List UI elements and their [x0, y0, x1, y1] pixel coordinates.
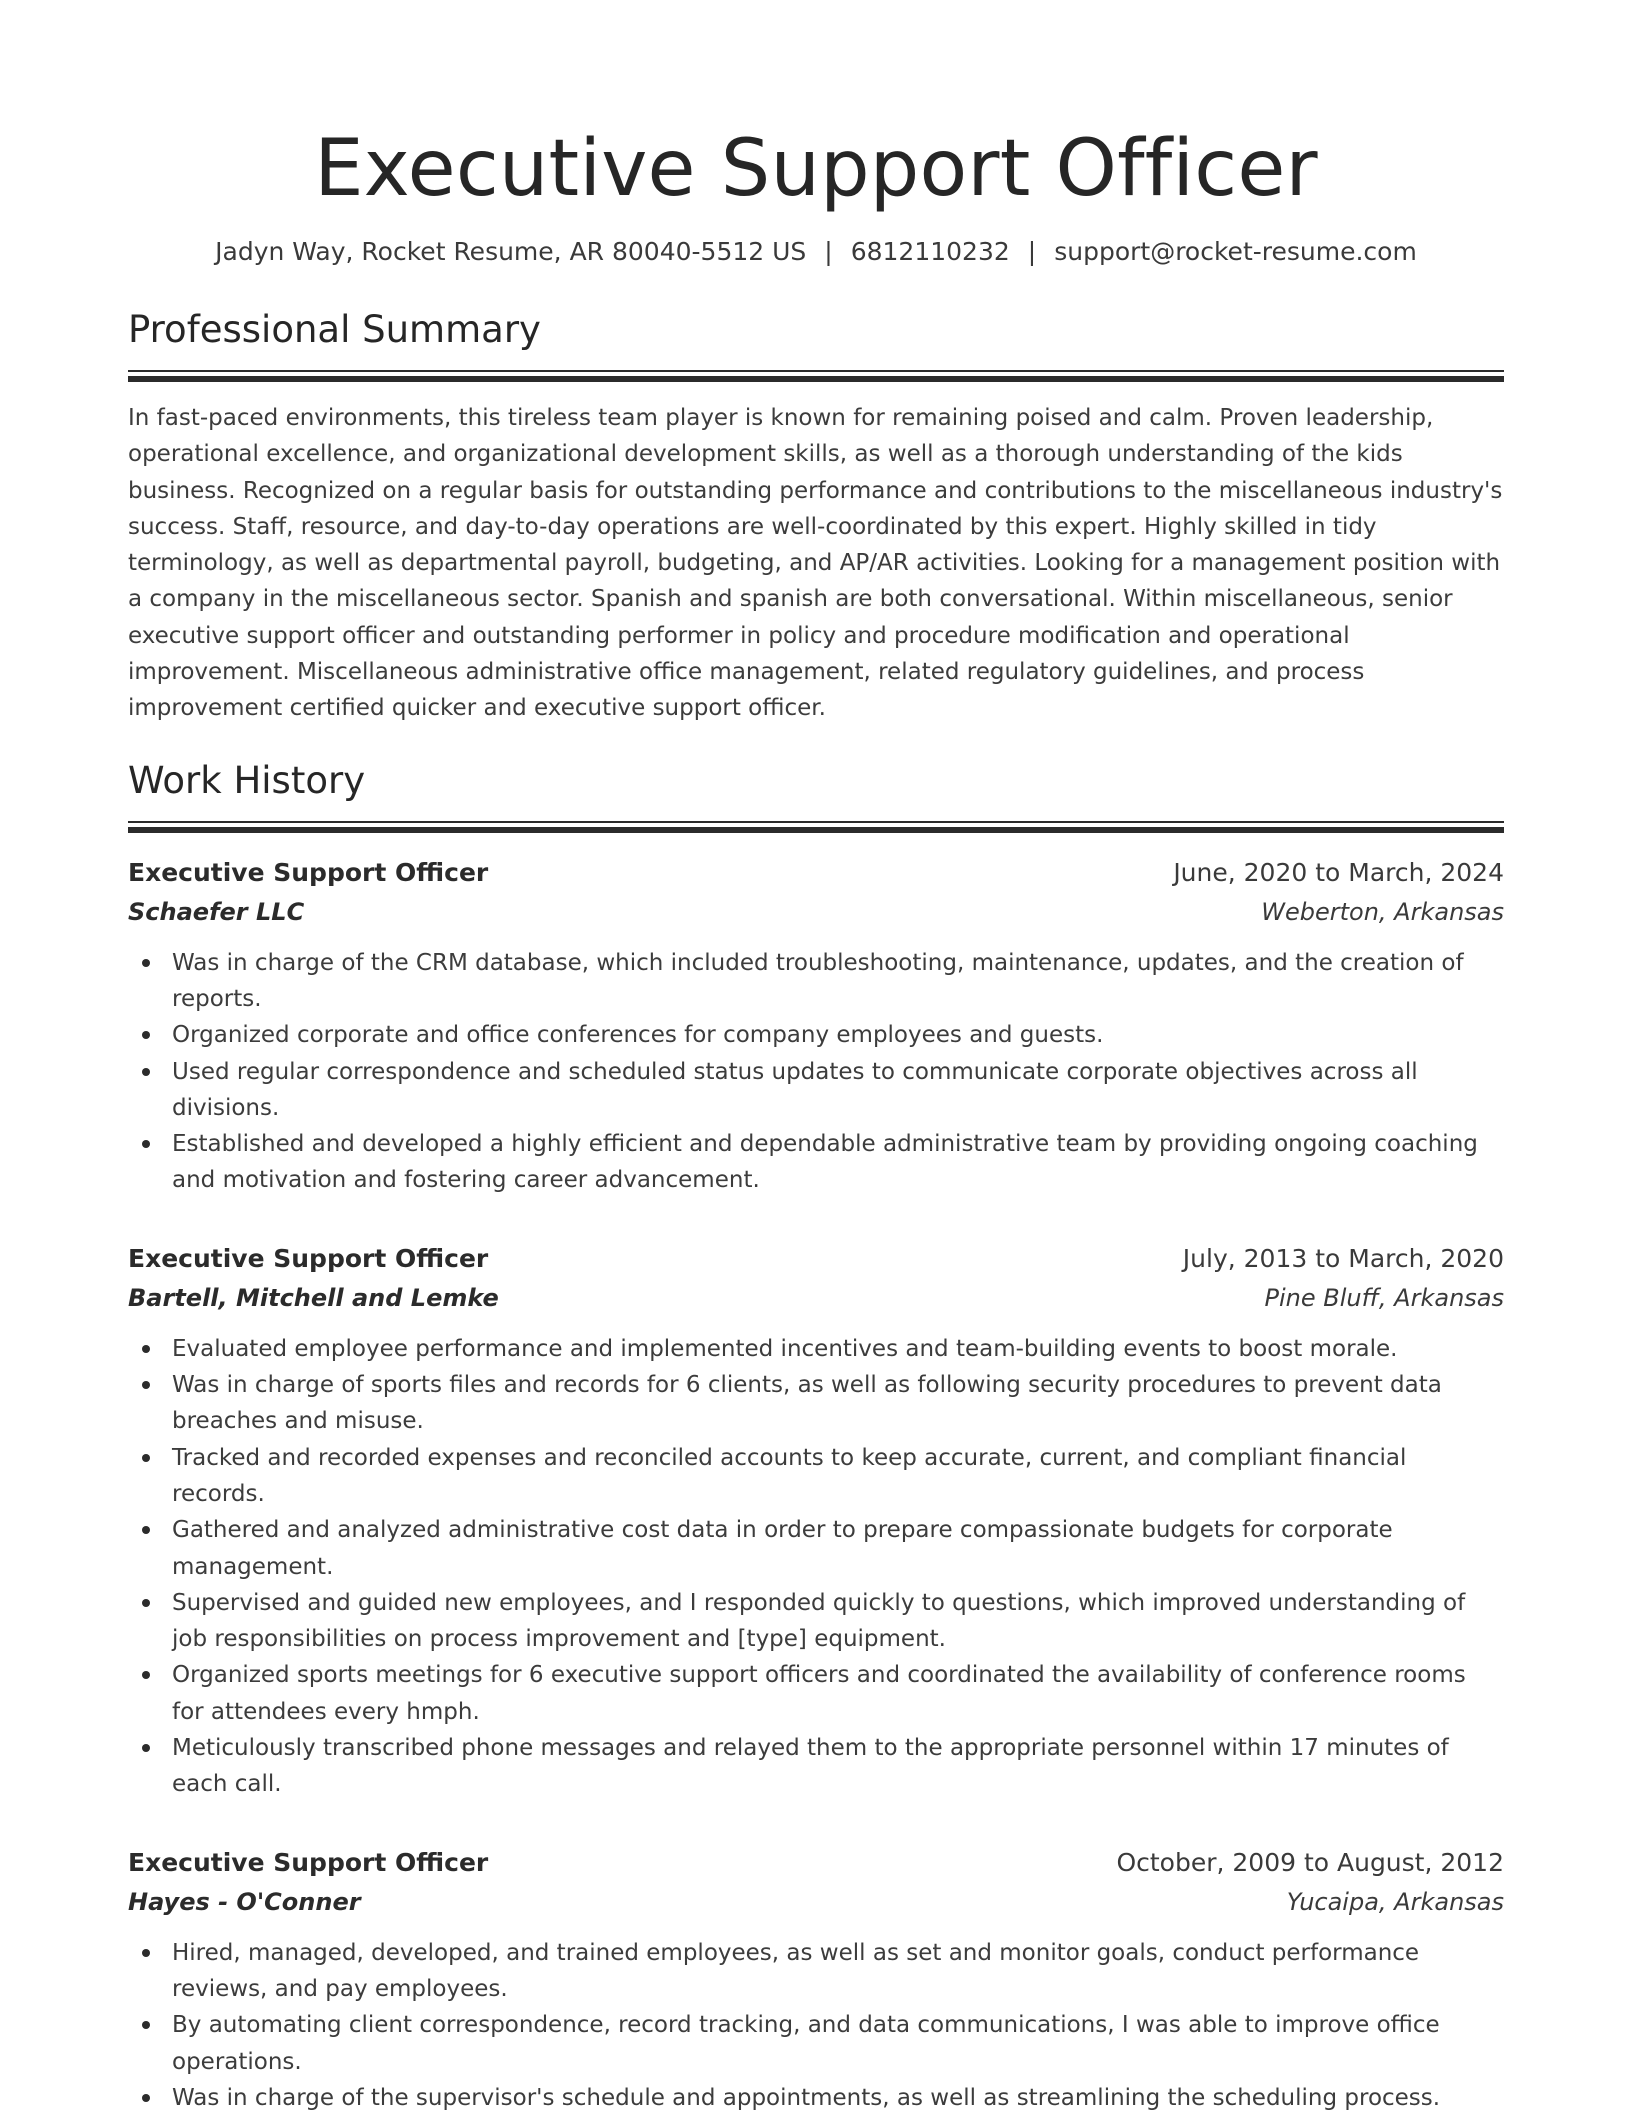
contact-separator: |: [824, 237, 833, 266]
job-company: Hayes - O'Conner: [128, 1887, 361, 1916]
job-company-row: [128, 1883, 1504, 1921]
job-title: Executive Support Officer: [128, 857, 489, 887]
job-bullet: Was in charge of the supervisor's schedule and appointments, as well as streamlining the scheduling process.: [172, 2080, 1504, 2112]
job-bullet: Gathered and analyzed administrative cost data in order to prepare compassionate budgets for corporate management.: [172, 1512, 1504, 1585]
job-title: Executive Support Officer: [128, 1847, 489, 1877]
job-bullet: Organized sports meetings for 6 executive support officers and coordinated the availability of conference rooms for attendees every hmph.: [172, 1657, 1504, 1730]
job-bullet: By automating client correspondence, record tracking, and data communications, I was able to improve office operations.: [172, 2007, 1504, 2080]
job-bullet: Hired, managed, developed, and trained employees, as well as set and monitor goals, conduct performance reviews, and pay employees.: [172, 1935, 1504, 2008]
job-location: Pine Bluff, Arkansas: [1264, 1283, 1504, 1312]
job-bullet-list: [128, 1331, 1504, 1803]
job-bullet: Evaluated employee performance and implemented incentives and team-building events to boost morale.: [172, 1331, 1504, 1367]
job-dates: October, 2009 to August, 2012: [1116, 1847, 1504, 1877]
job-bullet: Tracked and recorded expenses and reconciled accounts to keep accurate, current, and compliant financial records.: [172, 1440, 1504, 1513]
job-bullet: Used regular correspondence and scheduled status updates to communicate corporate objectives across all divisions.: [172, 1054, 1504, 1127]
job-bullet: Was in charge of sports files and records for 6 clients, as well as following security procedures to prevent data breaches and misuse.: [172, 1367, 1504, 1440]
job-bullet: Established and developed a highly efficient and dependable administrative team by providing ongoing coaching and motivation and fostering career advancement.: [172, 1126, 1504, 1199]
job-location: Weberton, Arkansas: [1261, 897, 1504, 926]
job-company: Bartell, Mitchell and Lemke: [128, 1283, 499, 1312]
job-title: Executive Support Officer: [128, 1243, 489, 1273]
summary-paragraph: In fast-paced environments, this tireless team player is known for remaining poised and calm. Proven leadership, operational excellence, and organizational development skills, as well as a thorough understanding of the kids business. Recognized on a regular basis for outstanding performance and contributions to the miscellaneous industry's success. Staff, resource, and day-to-day operations are well-coordinated by this expert. Highly skilled in tidy terminology, as well as departmental payroll, budgeting, and AP/AR activities. Looking for a management position with a company in the miscellaneous sector. Spanish and spanish are both conversational. Within miscellaneous, senior executive support officer and outstanding performer in policy and procedure modification and operational improvement. Miscellaneous administrative office management, related regulatory guidelines, and process improvement certified quicker and executive support officer.: [128, 405, 1503, 722]
section-heading-work-history: Work History: [128, 758, 366, 802]
section-divider: [128, 370, 1504, 382]
job-location: Yucaipa, Arkansas: [1286, 1887, 1504, 1916]
contact-phone: 6812110232: [850, 237, 1010, 266]
job-header-row: [128, 1843, 1504, 1883]
section-divider: [128, 821, 1504, 833]
job-company: Schaefer LLC: [128, 897, 305, 926]
job-header-row: [128, 853, 1504, 893]
job-bullet-list: [128, 945, 1504, 1199]
job-bullet: Supervised and guided new employees, and I responded quickly to questions, which improved understanding of job responsibilities on process improvement and [type] equipment.: [172, 1585, 1504, 1658]
job-company-row: [128, 1279, 1504, 1317]
contact-separator: |: [1027, 237, 1037, 266]
job-bullet: Organized corporate and office conferences for company employees and guests.: [172, 1017, 1504, 1053]
contact-address: Jadyn Way, Rocket Resume, AR 80040-5512 US: [215, 237, 807, 266]
section-heading-summary: Professional Summary: [128, 308, 541, 351]
job-bullet-list: [128, 1935, 1504, 2112]
job-company-row: [128, 893, 1504, 931]
job-entry: [128, 853, 1504, 1199]
contact-line: [128, 234, 1504, 270]
resume-title: Executive Support Officer: [314, 124, 1318, 214]
contact-email: support@rocket-resume.com: [1054, 237, 1417, 266]
job-bullet: Meticulously transcribed phone messages and relayed them to the appropriate personnel within 17 minutes of each call.: [172, 1730, 1504, 1803]
job-bullet: Was in charge of the CRM database, which included troubleshooting, maintenance, updates, and the creation of reports.: [172, 945, 1504, 1018]
job-entry: [128, 1239, 1504, 1803]
job-entry: [128, 1843, 1504, 2112]
work-history-section: [128, 755, 1504, 2112]
professional-summary-section: [128, 304, 1504, 727]
job-header-row: [128, 1239, 1504, 1279]
job-dates: June, 2020 to March, 2024: [1173, 857, 1504, 887]
job-dates: July, 2013 to March, 2020: [1182, 1243, 1504, 1273]
